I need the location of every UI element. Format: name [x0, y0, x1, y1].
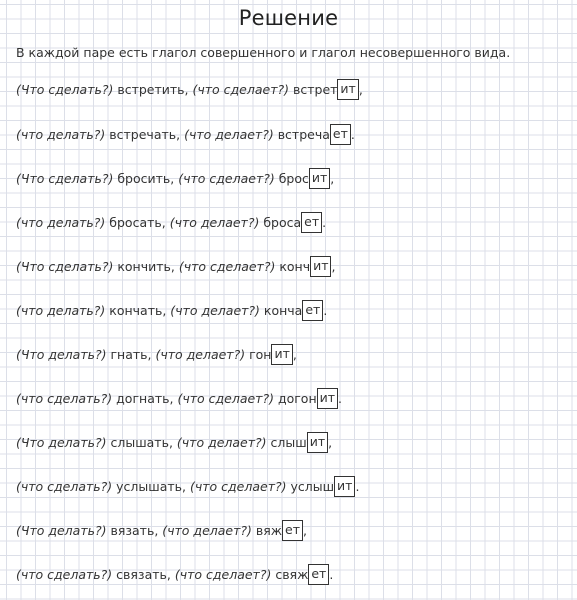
question-third-person: (что сделает?): [178, 259, 276, 274]
page-title: Решение: [238, 6, 339, 30]
question-imperfective: (Что делать?): [16, 347, 107, 362]
question-third-person: (что делает?): [176, 435, 267, 450]
verb-line: [16, 344, 297, 366]
verb-line: [16, 300, 327, 322]
punctuation: .: [350, 127, 355, 142]
verb-infinitive: догнать,: [112, 391, 178, 406]
verb-stem: броса: [259, 215, 302, 230]
verb-ending-box: ит: [317, 388, 338, 409]
verb-stem: встрет: [289, 82, 338, 97]
punctuation: .: [355, 479, 360, 494]
punctuation: ,: [330, 171, 335, 186]
verb-ending-box: ет: [330, 124, 351, 145]
verb-line: [16, 124, 355, 146]
question-third-person: (что сделает?): [192, 82, 290, 97]
verb-ending-box: ит: [334, 476, 355, 497]
verb-ending-box: ит: [307, 432, 328, 453]
verb-ending-box: ет: [302, 300, 323, 321]
punctuation: ,: [331, 259, 336, 274]
question-third-person: (что сделает?): [177, 391, 274, 406]
verb-infinitive: кончить,: [113, 259, 179, 274]
intro-text: В каждой паре есть глагол совершенного и глагол несовершенного вида.: [16, 45, 511, 60]
verb-infinitive: слышать,: [106, 435, 177, 450]
verb-ending-box: ит: [271, 344, 292, 365]
question-imperfective: (что делать?): [16, 303, 106, 318]
verb-ending-box: ит: [309, 168, 330, 189]
verb-line: [16, 520, 307, 542]
verb-stem: конч: [275, 259, 311, 274]
punctuation: ,: [303, 523, 307, 538]
question-third-person: (что сделает?): [174, 567, 272, 582]
punctuation: .: [322, 215, 327, 230]
verb-stem: брос: [274, 171, 309, 186]
verb-line: [16, 432, 332, 454]
question-imperfective: (Что делать?): [16, 435, 107, 450]
verb-line: [16, 79, 363, 101]
verb-ending-box: ет: [301, 212, 322, 233]
verb-ending-box: ит: [337, 79, 358, 100]
question-imperfective: (Что делать?): [16, 523, 107, 538]
verb-stem: встреча: [273, 127, 330, 142]
question-perfective: (Что сделать?): [16, 259, 114, 274]
verb-stem: свяж: [271, 567, 309, 582]
question-third-person: (что делает?): [184, 127, 274, 142]
punctuation: ,: [328, 435, 333, 450]
verb-infinitive: встретить,: [113, 82, 193, 97]
verb-infinitive: кончать,: [105, 303, 171, 318]
verb-infinitive: бросить,: [113, 171, 179, 186]
punctuation: .: [338, 391, 343, 406]
verb-stem: услыш: [286, 479, 335, 494]
verb-infinitive: связать,: [112, 567, 175, 582]
punctuation: .: [323, 303, 328, 318]
verb-stem: слыш: [266, 435, 307, 450]
question-perfective: (что сделать?): [16, 567, 113, 582]
question-third-person: (что делает?): [155, 347, 246, 362]
question-perfective: (что сделать?): [16, 391, 113, 406]
punctuation: ,: [358, 82, 363, 97]
verb-line: [16, 168, 334, 190]
verb-infinitive: услышать,: [112, 479, 190, 494]
verb-line: [16, 256, 335, 278]
verb-ending-box: ет: [282, 520, 303, 541]
verb-infinitive: вязать,: [106, 523, 163, 538]
question-perfective: (Что сделать?): [16, 82, 114, 97]
punctuation: .: [329, 567, 334, 582]
verb-stem: конча: [259, 303, 303, 318]
verb-infinitive: бросать,: [105, 215, 170, 230]
verb-line: [16, 388, 342, 410]
verb-ending-box: ет: [308, 564, 329, 585]
verb-stem: догон: [273, 391, 317, 406]
question-third-person: (что делает?): [162, 523, 252, 538]
verb-infinitive: гнать,: [106, 347, 156, 362]
question-imperfective: (что делать?): [16, 127, 106, 142]
verb-infinitive: встречать,: [105, 127, 185, 142]
question-third-person: (что сделает?): [189, 479, 287, 494]
question-perfective: (Что сделать?): [16, 171, 114, 186]
question-perfective: (что сделать?): [16, 479, 113, 494]
question-third-person: (что делает?): [169, 215, 260, 230]
verb-line: [16, 564, 333, 586]
verb-line: [16, 212, 326, 234]
punctuation: ,: [292, 347, 297, 362]
verb-line: [16, 476, 359, 498]
verb-stem: вяж: [251, 523, 283, 538]
question-third-person: (что делает?): [170, 303, 260, 318]
verb-stem: гон: [245, 347, 272, 362]
verb-ending-box: ит: [310, 256, 331, 277]
question-third-person: (что сделает?): [178, 171, 275, 186]
question-imperfective: (что делать?): [16, 215, 106, 230]
